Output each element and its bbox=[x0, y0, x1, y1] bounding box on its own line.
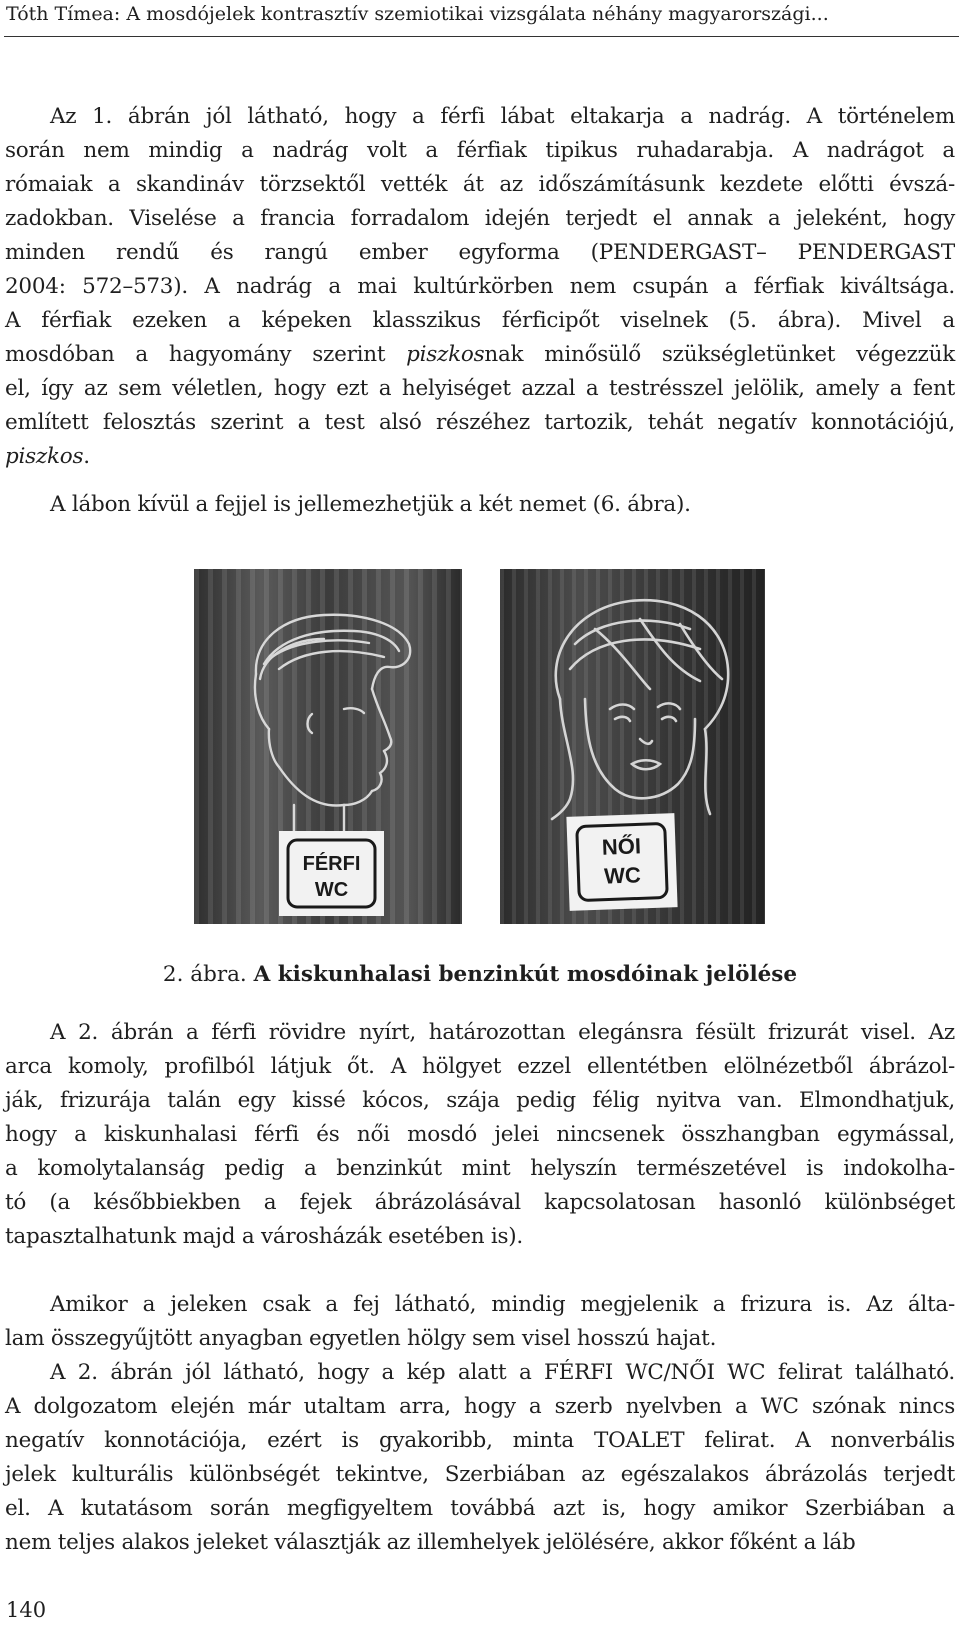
paragraph-2 bbox=[5, 488, 955, 522]
text-line: el. A kutatásom során megfigyeltem továbbá azt is, hogy amikor Szerbiában a bbox=[5, 1496, 955, 1521]
text-line: el, így az sem véletlen, hogy ezt a helyiséget azzal a testrésszel jelölik, amely a fent bbox=[5, 376, 955, 401]
text-line: minden rendű és rangú ember egyforma (PENDERGAST– PENDERGAST bbox=[5, 240, 955, 265]
text-line: tó (a későbbiekben a fejek ábrázolásával kapcsolatosan hasonló különbséget bbox=[5, 1190, 955, 1215]
female-head-illustration bbox=[500, 569, 765, 924]
paragraph-3 bbox=[5, 1016, 955, 1254]
paragraph-4 bbox=[5, 1288, 955, 1356]
male-sign-line2: WC bbox=[314, 879, 349, 901]
paragraph-5 bbox=[5, 1356, 955, 1560]
text-line: a komolytalanság pedig a benzinkút mint helyszín természetével is indokolha- bbox=[5, 1156, 955, 1181]
male-sign-line1: FÉRFI bbox=[302, 853, 361, 875]
caption-number: 2. ábra. bbox=[162, 962, 247, 987]
text-line: mosdóban a hagyomány szerint piszkosnak minősülő szükségletünket végezzük bbox=[5, 342, 955, 367]
running-header: Tóth Tímea: A mosdójelek kontrasztív szemiotikai vizsgálata néhány magyarországi... bbox=[6, 3, 829, 25]
text-line: rómaiak a skandináv törzsektől vették át az időszámításunk kezdete előtti évszá- bbox=[5, 172, 955, 197]
text-line: A férfiak ezeken a képeken klasszikus férficipőt viselnek (5. ábra). Mivel a bbox=[5, 308, 955, 333]
text-line: ják, frizurája talán egy kissé kócos, szája pedig félig nyitva van. Elmondhatjuk, bbox=[5, 1088, 955, 1113]
text-line: A dolgozatom elején már utaltam arra, hogy a szerb nyelvben a WC szónak nincs bbox=[5, 1394, 955, 1419]
text-line: piszkos. bbox=[5, 444, 90, 469]
text-line: során nem mindig a nadrág volt a férfiak tipikus ruhadarabja. A nadrágot a bbox=[5, 138, 955, 163]
text-line: A 2. ábrán a férfi rövidre nyírt, határozottan elegánsra fésült frizurát visel. Az bbox=[50, 1020, 955, 1045]
text-line: zadokban. Viselése a francia forradalom idején terjedt el annak a jeleként, hogy bbox=[5, 206, 955, 231]
italic-term: piszkos bbox=[406, 342, 485, 367]
photo-male-sign bbox=[194, 569, 462, 924]
text-line: A 2. ábrán jól látható, hogy a kép alatt a FÉRFI WC/NŐI WC felirat található. bbox=[50, 1360, 955, 1385]
male-head-illustration bbox=[194, 569, 462, 924]
paragraph-1 bbox=[5, 100, 955, 474]
text-line: tapasztalhatunk majd a városházák esetében is). bbox=[5, 1224, 524, 1249]
text-line: lam összegyűjtött anyagban egyetlen hölgy sem visel hosszú hajat. bbox=[5, 1326, 717, 1351]
text-line: Amikor a jeleken csak a fej látható, mindig megjelenik a frizura is. Az álta- bbox=[50, 1292, 955, 1317]
italic-term: piszkos bbox=[5, 444, 84, 469]
header-rule bbox=[4, 36, 959, 37]
text-line: nem teljes alakos jeleket választják az illemhelyek jelölésére, akkor főként a láb bbox=[5, 1530, 856, 1555]
caption-title: A kiskunhalasi benzinkút mosdóinak jelölése bbox=[253, 962, 798, 987]
female-sign-line2: WC bbox=[603, 862, 642, 889]
page-number: 140 bbox=[6, 1598, 47, 1622]
text-line: 2004: 572–573). A nadrág a mai kultúrkörben nem csupán a férfiak kiváltsága. bbox=[5, 274, 955, 299]
photo-female-sign bbox=[500, 569, 765, 924]
figure-caption bbox=[0, 960, 960, 990]
text-line: hogy a kiskunhalasi férfi és női mosdó jelei nincsenek összhangban egymással, bbox=[5, 1122, 955, 1147]
text-line: említett felosztás szerint a test alsó részéhez tartozik, tehát negatív konnotációjú, bbox=[5, 410, 955, 435]
female-sign-line1: NŐI bbox=[601, 833, 642, 860]
text-line: arca komoly, profilból látjuk őt. A hölgyet ezzel ellentétben elölnézetből ábrázol- bbox=[5, 1054, 955, 1079]
text-line: Az 1. ábrán jól látható, hogy a férfi lábat eltakarja a nadrág. A történelem bbox=[50, 104, 955, 129]
text-line: A lábon kívül a fejjel is jellemezhetjük a két nemet (6. ábra). bbox=[50, 492, 691, 517]
text-line: jelek kulturális különbségét tekintve, Szerbiában az egészalakos ábrázolás terjedt bbox=[5, 1462, 955, 1487]
text-line: negatív konnotációja, ezért is gyakoribb, minta TOALET felirat. A nonverbális bbox=[5, 1428, 955, 1453]
